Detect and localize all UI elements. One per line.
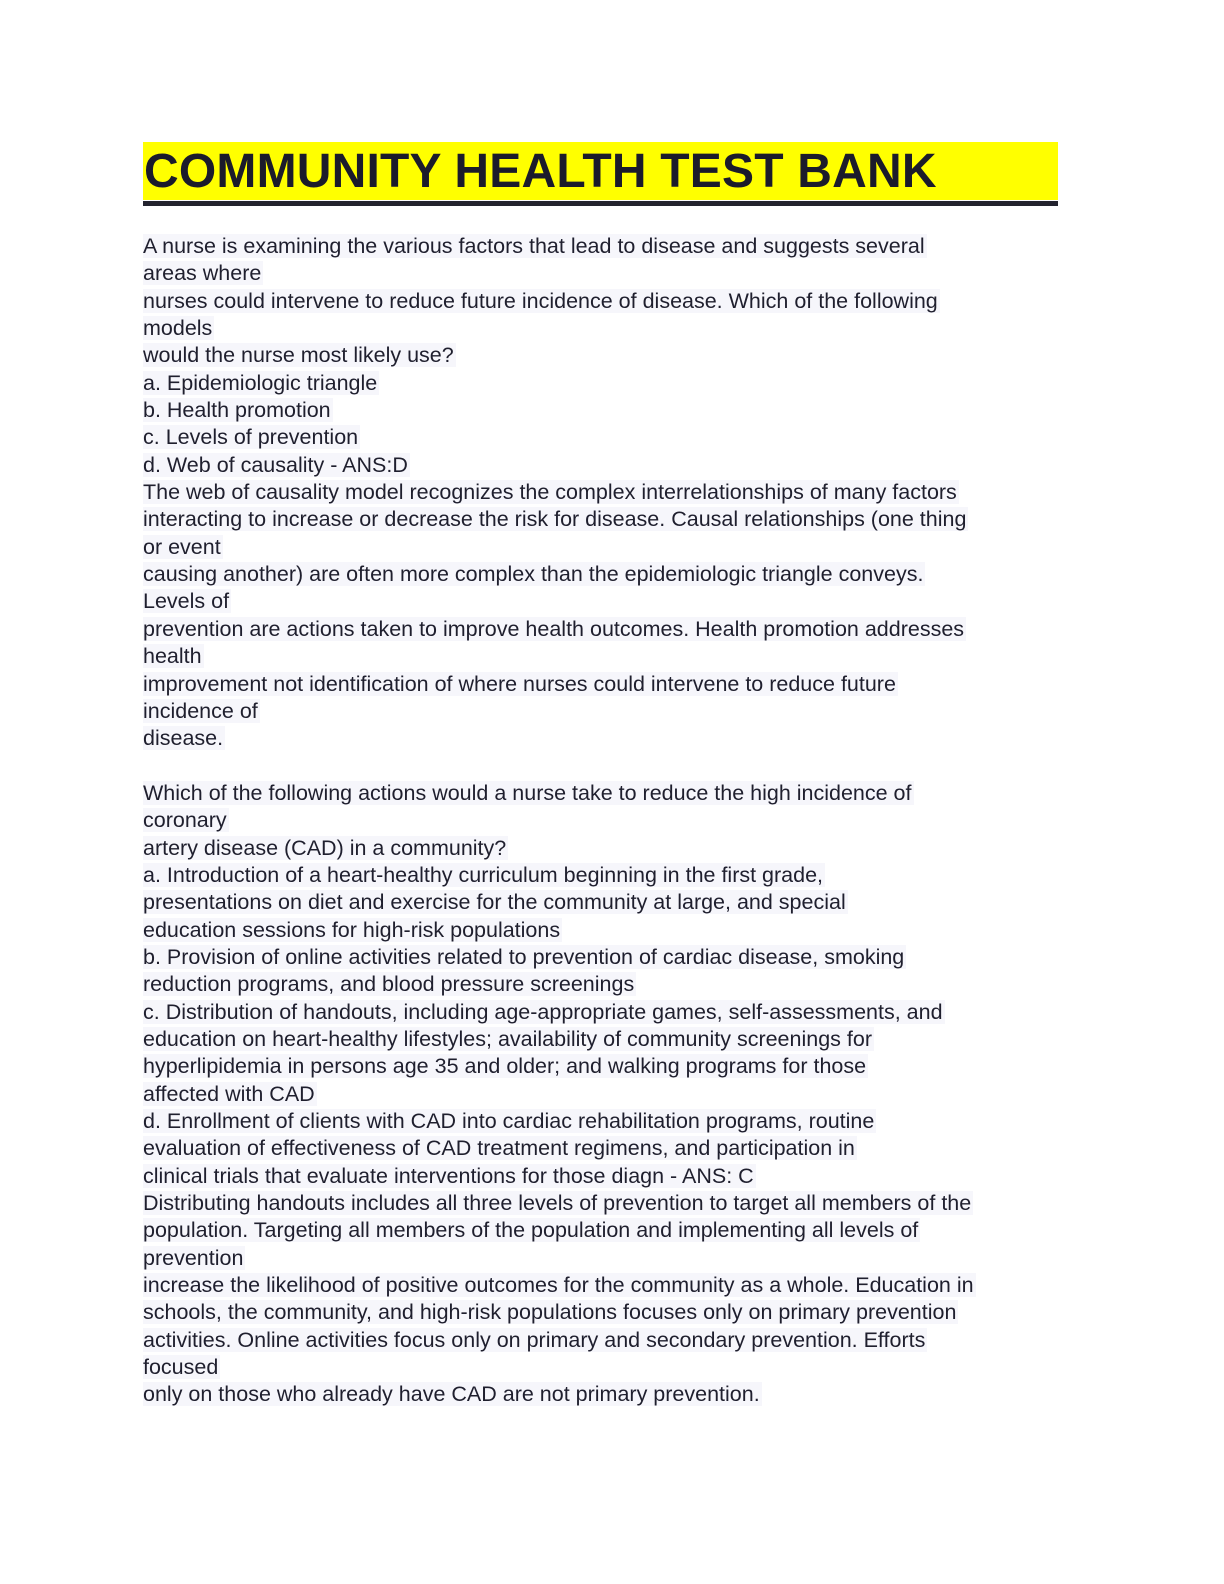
question-2-rationale xyxy=(143,1190,1073,1409)
answer-option: education on heart-healthy lifestyles; availability of community screenings for xyxy=(143,1026,872,1051)
text-line: Distributing handouts includes all three levels of prevention to target all members of the xyxy=(143,1191,972,1216)
document-body xyxy=(143,233,1073,1409)
text-line: areas where xyxy=(143,261,262,286)
text-line: A nurse is examining the various factors that lead to disease and suggests several xyxy=(143,234,925,258)
answer-option: reduction programs, and blood pressure screenings xyxy=(143,972,635,997)
question-1-options xyxy=(143,370,1073,479)
answer-option: b. Provision of online activities related to prevention of cardiac disease, smoking xyxy=(143,944,905,969)
text-line: increase the likelihood of positive outcomes for the community as a whole. Education in xyxy=(143,1273,974,1298)
answer-option: d. Web of causality - ANS:D xyxy=(143,452,408,477)
text-line: population. Targeting all members of the population and implementing all levels of xyxy=(143,1218,919,1243)
answer-option: affected with CAD xyxy=(143,1081,315,1106)
text-line: would the nurse most likely use? xyxy=(143,343,454,368)
text-line: only on those who already have CAD are not primary prevention. xyxy=(143,1382,760,1407)
question-2-options xyxy=(143,862,1073,1190)
title-underline xyxy=(143,201,1058,206)
question-1-rationale xyxy=(143,479,1073,752)
answer-option: presentations on diet and exercise for the community at large, and special xyxy=(143,890,846,915)
text-line: causing another) are often more complex than the epidemiologic triangle conveys. xyxy=(143,562,924,587)
text-line: schools, the community, and high-risk populations focuses only on primary prevention xyxy=(143,1300,957,1325)
text-line: disease. xyxy=(143,726,224,751)
answer-option: b. Health promotion xyxy=(143,398,331,423)
question-1 xyxy=(143,233,1073,753)
title-block xyxy=(143,142,1058,206)
answer-option: a. Introduction of a heart-healthy curriculum beginning in the first grade, xyxy=(143,862,824,887)
answer-option: clinical trials that evaluate interventions for those diagn - ANS: C xyxy=(143,1163,754,1188)
question-2 xyxy=(143,780,1073,1409)
text-line: incidence of xyxy=(143,698,258,723)
text-line: or event xyxy=(143,534,221,559)
text-line: artery disease (CAD) in a community? xyxy=(143,835,507,860)
text-line: activities. Online activities focus only on primary and secondary prevention. Efforts xyxy=(143,1327,926,1352)
question-2-stem xyxy=(143,780,1073,862)
question-1-stem xyxy=(143,233,1073,370)
text-line: nurses could intervene to reduce future incidence of disease. Which of the following xyxy=(143,288,938,313)
text-line: Levels of xyxy=(143,589,230,614)
spacer xyxy=(143,753,1073,780)
text-line: prevention are actions taken to improve health outcomes. Health promotion addresses xyxy=(143,616,965,641)
text-line: health xyxy=(143,644,202,669)
answer-option: education sessions for high-risk populations xyxy=(143,917,561,942)
text-line: improvement not identification of where nurses could intervene to reduce future xyxy=(143,671,896,696)
answer-option: a. Epidemiologic triangle xyxy=(143,370,378,395)
page-title: COMMUNITY HEALTH TEST BANK xyxy=(143,142,1058,200)
answer-option: c. Levels of prevention xyxy=(143,425,359,450)
text-line: Which of the following actions would a nurse take to reduce the high incidence of xyxy=(143,780,912,805)
text-line: focused xyxy=(143,1355,219,1380)
text-line: prevention xyxy=(143,1245,244,1270)
answer-option: evaluation of effectiveness of CAD treatment regimens, and participation in xyxy=(143,1136,855,1161)
answer-option: d. Enrollment of clients with CAD into cardiac rehabilitation programs, routine xyxy=(143,1109,875,1133)
answer-option: hyperlipidemia in persons age 35 and older; and walking programs for those xyxy=(143,1054,867,1079)
text-line: models xyxy=(143,316,213,341)
answer-option: c. Distribution of handouts, including age-appropriate games, self-assessments, and xyxy=(143,999,943,1024)
text-line: The web of causality model recognizes the complex interrelationships of many factors xyxy=(143,480,957,505)
text-line: coronary xyxy=(143,808,227,833)
text-line: interacting to increase or decrease the risk for disease. Causal relationships (one thing xyxy=(143,507,967,532)
